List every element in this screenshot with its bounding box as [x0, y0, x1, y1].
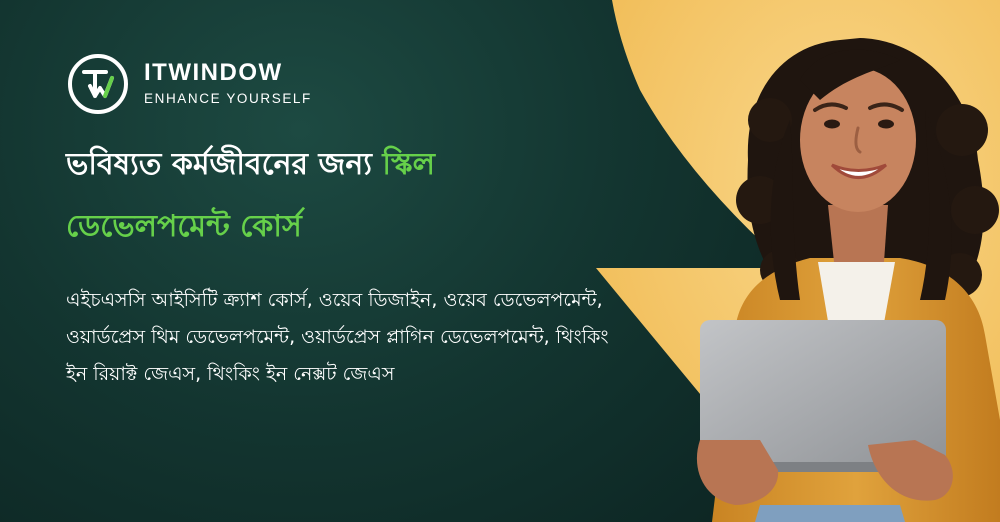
- headline-highlight-skill: স্কিল: [382, 147, 435, 182]
- brand-name: ITWINDOW: [144, 59, 283, 86]
- tw-logo-icon: [66, 52, 130, 116]
- headline-line-2: ডেভেলপমেন্ট কোর্স: [66, 209, 302, 244]
- brand-logo[interactable]: [66, 52, 312, 116]
- logo-text: [144, 59, 312, 109]
- course-list-description: এইচএসসি আইসিটি ক্র্যাশ কোর্স, ওয়েব ডিজাইন, ওয়েব ডেভেলপমেন্ট, ওয়ার্ডপ্রেস থিম ডেভেলপমেন্ট, ওয়ার্ডপ্রেস প্লাগিন ডেভেলপমেন্ট, থিংকিং ইন রিয়াক্ট জেএস, থিংকিং ইন নেক্সট জেএস: [66, 289, 609, 385]
- headline: [66, 134, 435, 258]
- headline-text: ভবিষ্যত কর্মজীবনের জন্য: [66, 147, 383, 182]
- brand-tagline: ENHANCE YOURSELF: [144, 91, 312, 106]
- headline-line-1: [66, 134, 435, 196]
